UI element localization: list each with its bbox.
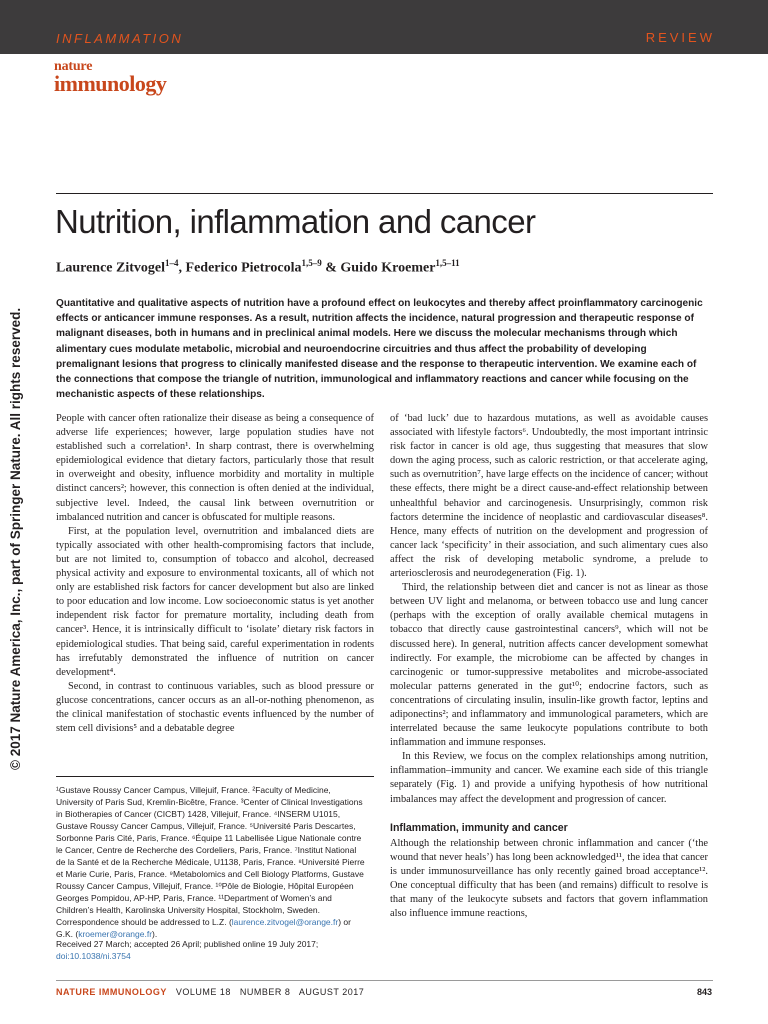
body-paragraph: Third, the relationship between diet and cancer is not as linear as those between UV light and melanoma, or between tobacco use and lung cancer (perhaps with the exception of orally available chemical mutagens in tobacco that directly cause gastrointestinal cancers⁹, which will not be discussed here). In general, nutrition affects cancer development somewhat indirectly. For example, the microbiome can be affected by changes in carcinogenic or tumor-suppressive metabolites and microbe-associated molecular patterns generated in the gut¹⁰; endocrine factors, such as concentrations of circulating insulin, insulin-like growth factor, leptins and adiponectins²; and inflammatory and immunological parameters, which are interrelated because the same leukocyte populations contribute to both inflammation and immune responses. — [390, 582, 708, 749]
article-type-label: REVIEW — [645, 30, 715, 45]
footer-number: NUMBER 8 — [239, 987, 291, 997]
author-list — [56, 258, 460, 277]
email-link[interactable]: laurence.zitvogel@orange.fr — [231, 917, 339, 927]
abstract: Quantitative and qualitative aspects of nutrition have a profound effect on leukocytes and thereby affect proinflammatory carcinogenic effects or anticancer immune responses. As a result, nutrition affects the incidence, natural progression and therapeutic response of malignant diseases, both in humans and in preclinical animal models. Here we discuss the molecular mechanisms through which alimentary cues modulate metabolic, microbial and neuroendocrine circuitries and thus affect the probability of developing premalignant lesions that progress to clinically manifested disease and the response to therapeutic intervention. We examine each of the connections that compose the triangle of nutrition, immunological and inflammatory reactions and cancer while focusing on the mechanistic aspects of these relationships. — [56, 298, 703, 401]
footer-rule — [56, 980, 713, 981]
publication-history — [56, 938, 368, 962]
author-separator: , — [178, 260, 186, 276]
footer-journal: NATURE IMMUNOLOGY — [56, 987, 167, 997]
body-paragraph: People with cancer often rationalize their disease as being a consequence of adverse life experiences; however, large population studies have not established such a correlation¹. In sharp contrast, there is overwhelming epidemiological evidence that dietary factors, particularly those that result in overweight and obesity, influence morbidity and mortality in multiple distinct cancers²; however, this connection is often denied at the individual, subjective level. Indeed, the causal link between overnutrition or imbalanced nutrition and cancer is obfuscated for multiple reasons. — [56, 413, 374, 523]
logo-line-1: nature — [54, 59, 93, 74]
footnote-rule — [56, 776, 374, 777]
page-number: 843 — [696, 987, 712, 997]
page-footer — [56, 987, 364, 997]
author-affiliation-marks: 1,5–11 — [435, 258, 460, 268]
body-paragraph: Second, in contrast to continuous variables, such as blood pressure or glucose concentrations, cancer occurs as an all-or-nothing phenomenon, as the clinical manifestation of stochastic events influenced by the number of stem cell divisions⁵ and a debatable degree — [56, 680, 374, 735]
received-dates: Received 27 March; accepted 26 April; published online 19 July 2017; — [56, 939, 319, 949]
body-paragraph: of ‘bad luck’ due to hazardous mutations, as well as avoidable causes associated with lifestyle factors⁶. Undoubtedly, the most important intrinsic risk factor in cancer is old age, thus suggesting that measures that slow down the aging process, such as caloric restriction, or that accelerate aging, such as overnutrition⁷, have large effects on the incidence of cancer; without these effects, there might be a direct cause-and-effect relationship between unhealthful behavior and carcinogenesis. Unsurprisingly, common risk factors determine the incidence of neoplastic and cardiovascular diseases⁸. Hence, many effects of nutrition on the development and progression of cancer lack ‘specificity’ in their association, and such alimentary cues also affect the risk of developing metabolic syndrome, a prelude to arteriosclerosis and neurodegeneration (Fig. 1). — [390, 413, 708, 580]
email-link[interactable]: kroemer@orange.fr — [78, 929, 153, 939]
section-heading: Inflammation, immunity and cancer — [390, 821, 568, 834]
journal-logo — [54, 60, 166, 95]
affiliations-connector: ) or G.K. ( — [56, 917, 351, 939]
author-affiliation-marks: 1–4 — [165, 258, 179, 268]
doi-link[interactable]: doi:10.1038/ni.3754 — [56, 951, 131, 961]
author-name: Laurence Zitvogel — [56, 260, 166, 276]
author-affiliation-marks: 1,5–9 — [301, 258, 322, 268]
body-paragraph: Although the relationship between chronic inflammation and cancer (‘the wound that never heals’) has long been acknowledged¹¹, the idea that cancer is under immunosurveillance has only recently gained broad acceptance¹². One conceptual difficulty that has been (and remains) difficult to resolve is that many of the leukocyte subsets and factors that govern inflammation also influence immune reactions, — [390, 837, 708, 920]
author-separator: & — [321, 260, 341, 276]
article-title: Nutrition, inflammation and cancer — [55, 203, 536, 240]
body-paragraph: First, at the population level, overnutrition and imbalanced diets are typically associated with other health-compromising factors that include, but are not limited to, consumption of tobacco and alcohol, decreased physical activity and exposure to environmental toxicants, all of which not only are established risk factors for cancer development but also are linked to poor education and low income. Low socioeconomic status is yet another independent risk factor for premature mortality, including death from cancer³. Hence, it is intrinsically difficult to ‘isolate’ dietary risk factors in epidemiological studies. That being said, careful experimentation in rodents has irrefutably demonstrated the influence of nutrition on cancer development⁴. — [56, 525, 374, 678]
footer-volume: VOLUME 18 — [175, 987, 231, 997]
affiliations-end: ). — [152, 929, 158, 939]
header-bar — [0, 0, 768, 54]
section-label: INFLAMMATION — [56, 31, 184, 46]
author-name: Guido Kroemer — [340, 260, 436, 276]
body-column-right — [390, 412, 708, 921]
copyright-notice: © 2017 Nature America, Inc., part of Springer Nature. All rights reserved. — [8, 307, 23, 770]
affiliations — [56, 784, 368, 940]
author-name: Federico Pietrocola — [185, 260, 302, 276]
footer-date: AUGUST 2017 — [298, 987, 365, 997]
affiliations-text: ¹Gustave Roussy Cancer Campus, Villejuif, France. ²Faculty of Medicine, University of Paris Sud, Kremlin-Bicêtre, France. ³Center of Clinical Investigations in Biotherapies of Cancer (CICBT) 1428, Villejuif, France. ⁴INSERM U1015, Gustave Roussy Cancer Campus, Villejuif, France. ⁵Université Paris Descartes, Sorbonne Paris Cité, Paris, France. ⁶Équipe 11 Labellisée Ligue Nationale contre le Cancer, Centre de Recherche des Cordeliers, Paris, France. ⁷Institut National de la Santé et de la Recherche Médicale, U1138, Paris, France. ⁸Université Pierre et Marie Curie, Paris, France. ⁹Metabolomics and Cell Biology Platforms, Gustave Roussy Cancer Campus, Villejuif, France. ¹⁰Pôle de Biologie, Hôpital Européen Georges Pompidou, AP-HP, Paris, France. ¹¹Department of Women’s and Children’s Health, Karolinska University Hospital, Stockholm, Sweden. Correspondence should be addressed to L.Z. ( — [56, 785, 365, 927]
logo-line-2: immunology — [54, 71, 167, 96]
body-paragraph: In this Review, we focus on the complex relationships among nutrition, inflammation–immunity and cancer. We examine each side of this triangle separately (Fig. 1) and provide a unifying hypothesis of how nutritional imbalances may affect the development and progression of cancer. — [390, 751, 708, 805]
body-column-left — [56, 412, 374, 736]
title-rule — [56, 193, 713, 194]
